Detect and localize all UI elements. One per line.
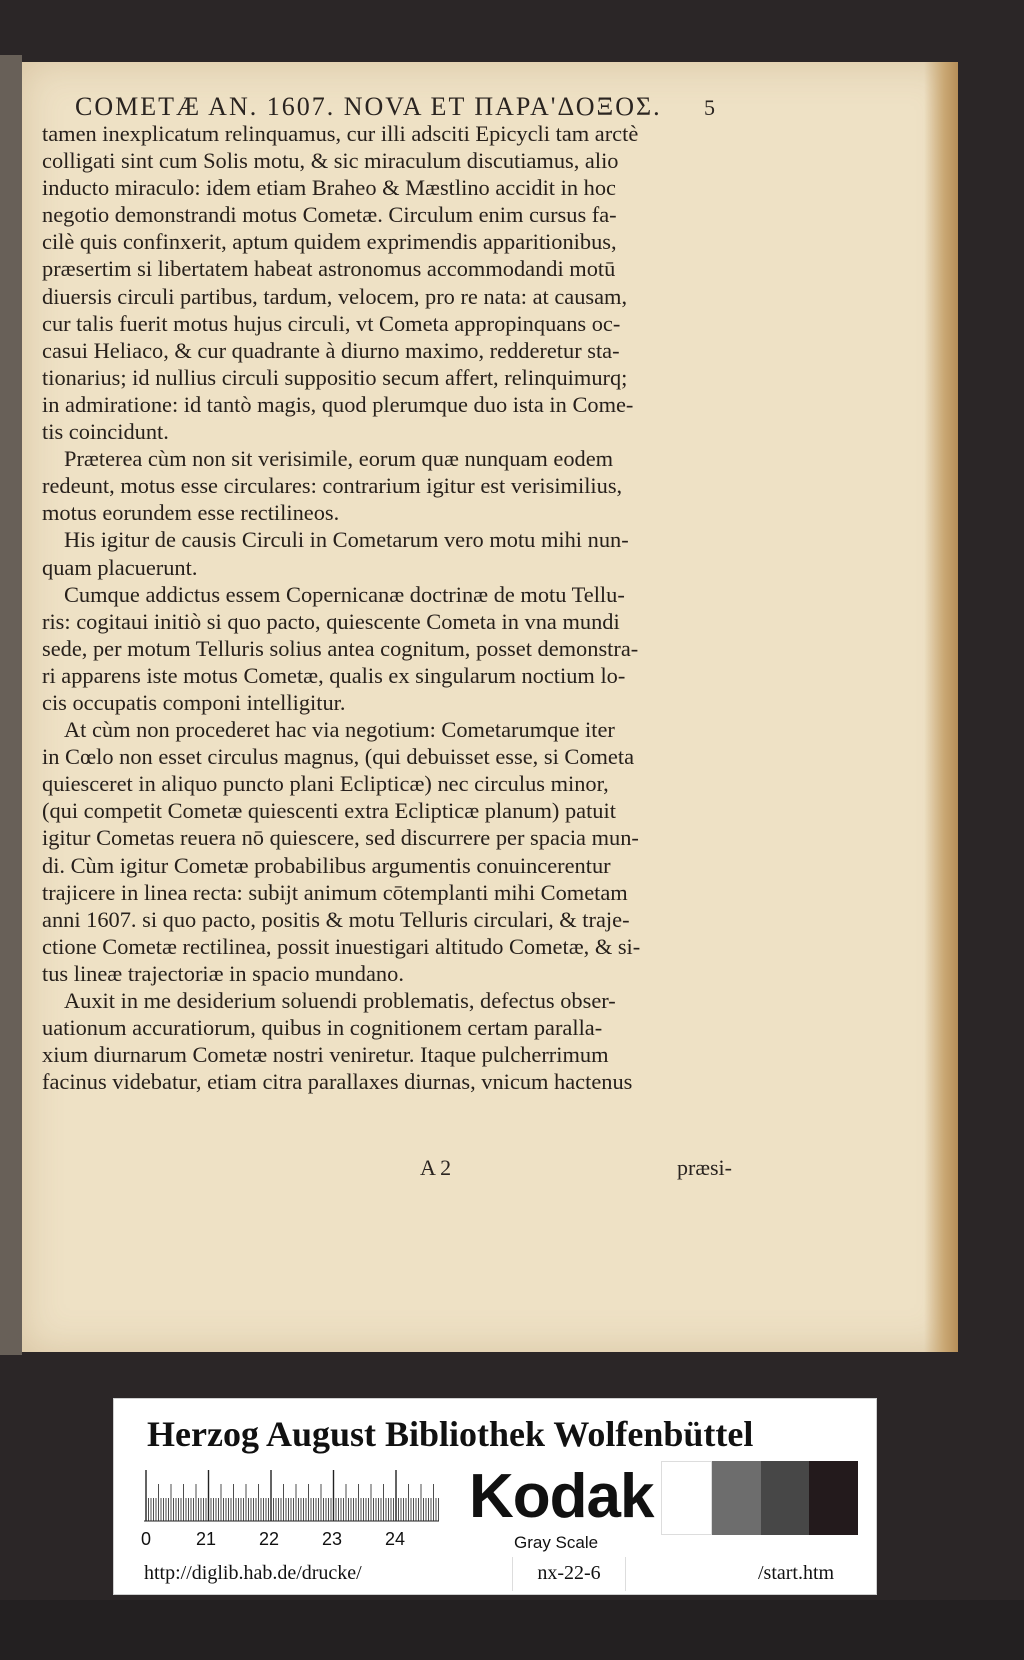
body-text bbox=[42, 120, 732, 1095]
text-line: Præterea cùm non sit verisimile, eorum quæ nunquam eodem bbox=[64, 446, 614, 472]
text-line: di. Cùm igitur Cometæ probabilibus argumentis conuincerentur bbox=[42, 852, 611, 878]
text-line: quiesceret in aliquo puncto plani Eclipticæ) nec circulus minor, bbox=[42, 771, 609, 797]
text-line: His igitur de causis Circuli in Cometarum vero motu mihi nun- bbox=[64, 527, 629, 553]
url-suffix: /start.htm bbox=[758, 1562, 835, 1584]
text-line: trajicere in linea recta: subijt animum cōtemplanti mihi Cometam bbox=[42, 879, 628, 905]
text-line: ctione Cometæ rectilinea, possit inuestigari altitudo Cometæ, & si- bbox=[42, 933, 641, 959]
text-line: colligati sint cum Solis motu, & sic miraculum discutiamus, alio bbox=[42, 148, 619, 174]
kodak-logo: Kodak bbox=[469, 1462, 654, 1531]
gray-patch bbox=[761, 1461, 810, 1535]
text-line: cilè quis confinxerit, aptum quidem exprimendis apparitionibus, bbox=[42, 229, 617, 255]
text-line: inducto miraculo: idem etiam Braheo & Mæstlino accidit in hoc bbox=[42, 175, 616, 201]
running-head bbox=[75, 92, 715, 122]
gray-patch bbox=[661, 1461, 712, 1535]
text-line: in Cœlo non esset circulus magnus, (qui debuisset esse, si Cometa bbox=[42, 744, 635, 770]
text-line: diuersis circuli partibus, tardum, velocem, pro re nata: at causam, bbox=[42, 283, 628, 309]
text-line: (qui competit Cometæ quiescenti extra Eclipticæ planum) patuit bbox=[42, 798, 616, 824]
ruler-number: 23 bbox=[322, 1529, 343, 1549]
url-code-text: nx-22-6 bbox=[537, 1562, 601, 1584]
text-line: tis coincidunt. bbox=[42, 419, 169, 445]
text-line: tus lineæ trajectoriæ in spacio mundano. bbox=[42, 960, 404, 986]
gray-scale-patches bbox=[661, 1461, 858, 1535]
text-line: casui Heliaco, & cur quadrante à diurno maximo, redderetur sta- bbox=[42, 337, 620, 363]
text-line: facinus videbatur, etiam citra parallaxes diurnas, vnicum hactenus bbox=[42, 1069, 633, 1095]
text-line: uationum accuratiorum, quibus in cognitionem certam paralla- bbox=[42, 1015, 603, 1041]
text-line: igitur Cometas reuera nō quiescere, sed discurrere per spacia mun- bbox=[42, 825, 639, 851]
page-number: 5 bbox=[704, 95, 715, 120]
ruler-number: 22 bbox=[259, 1529, 280, 1549]
text-line: tionarius; id nullius circuli suppositio secum affert, relinquimurq; bbox=[42, 364, 628, 390]
text-line: sede, per motum Telluris solius antea cognitum, posset demonstra- bbox=[42, 635, 639, 661]
running-head-title: COMETÆ AN. 1607. NOVA ET ΠΑΡΑ'ΔΟΞΟΣ. bbox=[75, 92, 662, 121]
adjacent-page-edge bbox=[0, 55, 22, 1355]
url-code bbox=[512, 1557, 626, 1591]
text-line: anni 1607. si quo pacto, positis & motu Telluris circulari, & traje- bbox=[42, 906, 630, 932]
text-line: ris: cogitaui initiò si quo pacto, quiescente Cometa in vna mundi bbox=[42, 608, 620, 634]
ruler-number: 21 bbox=[196, 1529, 217, 1549]
text-line: in admiratione: id tantò magis, quod plerumque duo ista in Come- bbox=[42, 391, 634, 417]
ruler-number: 0 bbox=[141, 1529, 152, 1549]
text-line: cis occupatis componi intelligitur. bbox=[42, 689, 346, 715]
text-line: redeunt, motus esse circulares: contrarium igitur est verisimilius, bbox=[42, 473, 623, 499]
text-line: negotio demonstrandi motus Cometæ. Circulum enim cursus fa- bbox=[42, 202, 617, 228]
text-line: quam placuerunt. bbox=[42, 554, 198, 580]
text-line: tamen inexplicatum relinquamus, cur illi adsciti Epicycli tam arctè bbox=[42, 121, 639, 146]
text-line: xium diurnarum Cometæ nostri veniretur. Itaque pulcherrimum bbox=[42, 1042, 609, 1068]
text-line: Cumque addictus essem Copernicanæ doctrinæ de motu Tellu- bbox=[64, 581, 625, 607]
catchword: præsi- bbox=[677, 1155, 732, 1180]
text-line: motus eorundem esse rectilineos. bbox=[42, 500, 340, 526]
ruler-number: 24 bbox=[385, 1529, 406, 1549]
library-name: Herzog August Bibliothek Wolfenbüttel bbox=[147, 1414, 754, 1454]
background-bottom bbox=[0, 1600, 1024, 1660]
color-target-card bbox=[113, 1398, 877, 1595]
gray-patch bbox=[712, 1461, 761, 1535]
ruler-scale bbox=[144, 1470, 439, 1522]
signature-mark: A 2 bbox=[420, 1155, 452, 1180]
text-line: ri apparens iste motus Cometæ, qualis ex singularum noctium lo- bbox=[42, 662, 626, 688]
text-line: At cùm non procederet hac via negotium: Cometarumque iter bbox=[64, 717, 615, 743]
text-line: Auxit in me desiderium soluendi problematis, defectus obser- bbox=[64, 988, 616, 1013]
text-line: cur talis fuerit motus hujus circuli, vt Cometa appropinquans oc- bbox=[42, 310, 621, 336]
page-edge-shadow bbox=[924, 62, 958, 1352]
text-line: præsertim si libertatem habeat astronomus accommodandi motū bbox=[42, 256, 616, 282]
url-base: http://diglib.hab.de/drucke/ bbox=[144, 1562, 362, 1584]
gray-scale-label: Gray Scale bbox=[514, 1533, 599, 1552]
gray-patch bbox=[809, 1461, 858, 1535]
